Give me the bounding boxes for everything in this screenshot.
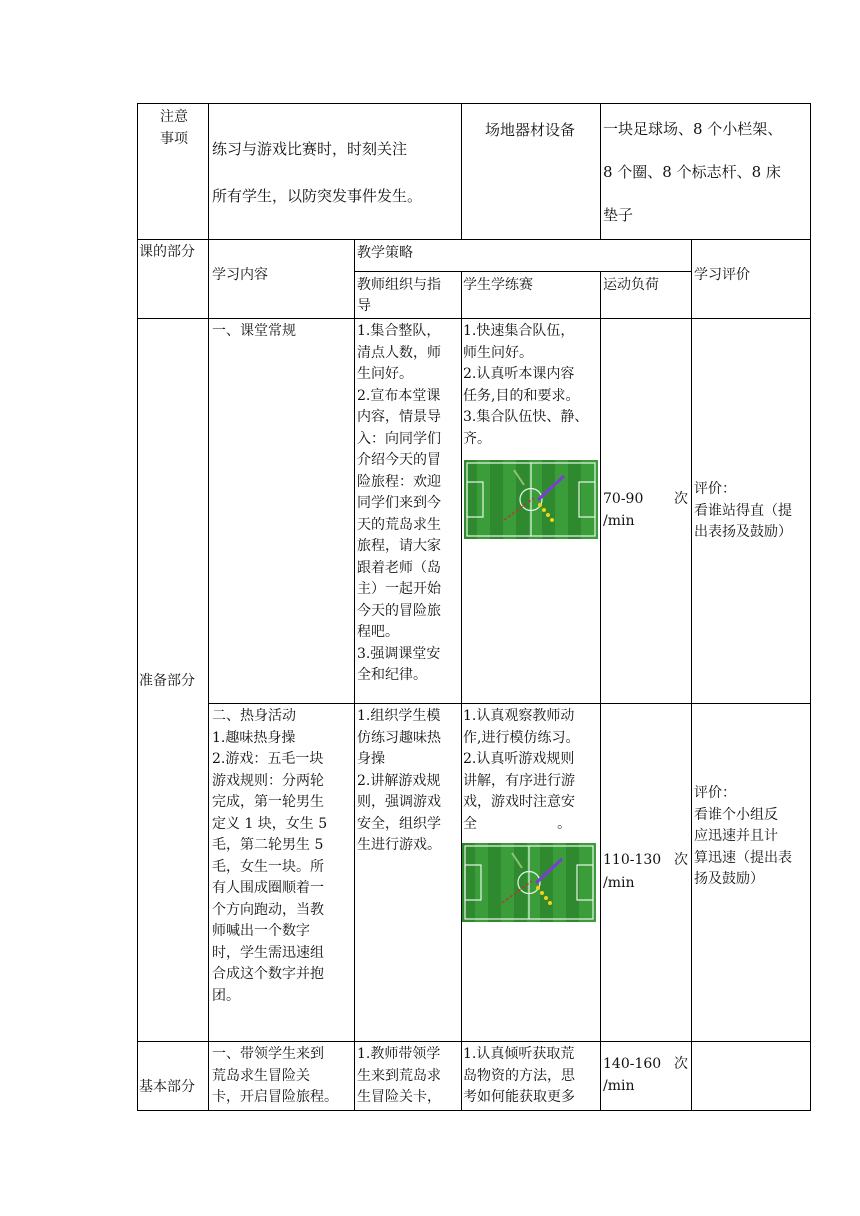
text-line: 险旅程：欢迎: [357, 473, 441, 490]
text-line: 合成这个数字并抱: [212, 966, 324, 982]
prep-row1-load: 70-90: [603, 491, 644, 507]
header-load: 运动负荷: [603, 277, 659, 293]
basic-load-min: /min: [603, 1078, 635, 1094]
equipment-label: 场地器材设备: [485, 121, 576, 139]
text-line: 评价：: [694, 785, 736, 801]
text-line: 1.认真观察教师动: [463, 708, 575, 724]
text-line: 清点人数，师: [357, 344, 441, 361]
header-teacher: 导: [357, 298, 371, 314]
basic-load: 140-160: [603, 1056, 662, 1072]
text-line: 仿练习趣味热: [357, 729, 441, 746]
text-line: 3.强调课堂安: [357, 645, 441, 662]
text-line: 内容，情景导: [357, 409, 441, 425]
text-line: 全 。: [463, 815, 572, 832]
text-line: 1.组织学生模: [357, 708, 441, 724]
prep-row1-load-unit: 次: [674, 491, 688, 507]
text-line: 生进行游戏。: [357, 837, 441, 853]
prep-row1-content: 一、课堂常规: [212, 323, 296, 339]
notice-text: 所有学生，以防突发事件发生。: [212, 187, 423, 205]
text-line: 生问好。: [357, 366, 413, 382]
text-line: 跟着老师（岛: [357, 559, 441, 576]
text-line: 今天的冒险旅: [357, 602, 441, 619]
basic-load-unit: 次: [674, 1056, 688, 1072]
notice-label: 注意: [160, 109, 188, 125]
prep-row2-load-unit: 次: [674, 852, 688, 868]
text-line: 齐。: [463, 430, 491, 447]
text-line: 一、带领学生来到: [212, 1046, 324, 1062]
header-student: 学生学练赛: [463, 277, 533, 293]
text-line: 扬及鼓励）: [694, 871, 764, 887]
text-line: 出表扬及鼓励）: [694, 524, 792, 540]
text-line: 二、热身活动: [212, 708, 296, 724]
section-label-prep: 准备部分: [139, 673, 195, 689]
text-line: 岛物资的方法，思: [463, 1067, 575, 1084]
text-line: 旅程，请大家: [357, 538, 441, 554]
text-line: 2.认真听本课内容: [463, 366, 575, 382]
text-line: 算迅速（提出表: [694, 849, 792, 866]
notice-text: 练习与游戏比赛时，时刻关注: [212, 140, 408, 158]
prep-row2-load-min: /min: [603, 875, 635, 891]
text-line: 时，学生需迅速组: [212, 944, 324, 961]
text-line: 介绍今天的冒: [357, 452, 441, 468]
text-line: 荒岛求生冒险关: [212, 1067, 310, 1084]
text-line: 1.认真倾听获取荒: [463, 1046, 575, 1062]
text-line: 1.快速集合队伍，: [463, 323, 575, 339]
text-line: 生冒险关卡，: [357, 1089, 441, 1105]
text-line: 作,进行模仿练习。: [463, 729, 580, 746]
notice-label: 事项: [160, 131, 188, 147]
text-line: 身操: [357, 751, 385, 767]
text-line: 3.集合队伍快、静、: [463, 409, 589, 425]
text-line: 师喊出一个数字: [212, 923, 310, 939]
text-line: 师生问好。: [463, 344, 533, 361]
prep-row2-load: 110-130: [603, 852, 662, 868]
text-line: 卡，开启冒险旅程。: [212, 1089, 338, 1105]
equipment-text: 一块足球场、8 个小栏架、: [603, 120, 783, 138]
text-line: 2.认真听游戏规则: [463, 751, 575, 767]
text-line: 生来到荒岛求: [357, 1067, 441, 1084]
header-teacher: 教师组织与指: [357, 277, 441, 293]
text-line: 看谁个小组反: [694, 806, 778, 823]
text-line: 团。: [212, 987, 240, 1004]
text-line: 1.趣味热身操: [212, 729, 296, 746]
text-line: 同学们来到今: [357, 495, 441, 511]
text-line: 全和纪律。: [357, 667, 427, 683]
text-line: 有人围成圈顺着一: [212, 880, 324, 896]
text-line: 2.游戏：五毛一块: [212, 751, 324, 767]
text-line: 2.宣布本堂课: [357, 387, 441, 404]
text-line: 则，强调游戏: [357, 794, 441, 810]
text-line: 天的荒岛求生: [357, 516, 441, 533]
text-line: 毛，第二轮男生 5: [212, 837, 324, 853]
text-line: 讲解，有序进行游: [463, 772, 575, 789]
text-line: 完成，第一轮男生: [212, 794, 324, 810]
text-line: 个方向跑动，当教: [212, 901, 324, 918]
text-line: 戏，游戏时注意安: [463, 794, 575, 810]
equipment-text: 垫子: [603, 206, 634, 224]
soccer-field-diagram: [462, 843, 596, 922]
equipment-text: 8 个圈、8 个标志杆、8 床: [603, 163, 781, 181]
text-line: 游戏规则：分两轮: [212, 772, 324, 789]
text-line: 评价：: [694, 481, 736, 497]
text-line: 任务,目的和要求。: [463, 387, 580, 404]
text-line: 定义 1 块，女生 5: [212, 815, 328, 832]
text-line: 安全，组织学: [357, 815, 441, 832]
prep-row1-load-min: /min: [603, 513, 635, 529]
text-line: 考如何能获取更多: [463, 1089, 575, 1105]
header-part: 课的部分: [139, 244, 195, 260]
text-line: 毛，女生一块。所: [212, 858, 324, 875]
text-line: 应迅速并且计: [694, 828, 778, 844]
text-line: 主）一起开始: [357, 581, 441, 597]
section-label-basic: 基本部分: [139, 1079, 195, 1095]
text-line: 入：向同学们: [357, 430, 441, 447]
text-line: 1.教师带领学: [357, 1046, 441, 1062]
header-strategy: 教学策略: [357, 245, 413, 261]
text-line: 1.集合整队，: [357, 323, 441, 339]
header-eval: 学习评价: [694, 267, 750, 283]
header-content: 学习内容: [212, 267, 268, 283]
soccer-field-diagram: [464, 460, 598, 539]
text-line: 程吧。: [357, 624, 399, 640]
text-line: 2.讲解游戏规: [357, 772, 441, 789]
text-line: 看谁站得直（提: [694, 502, 792, 519]
